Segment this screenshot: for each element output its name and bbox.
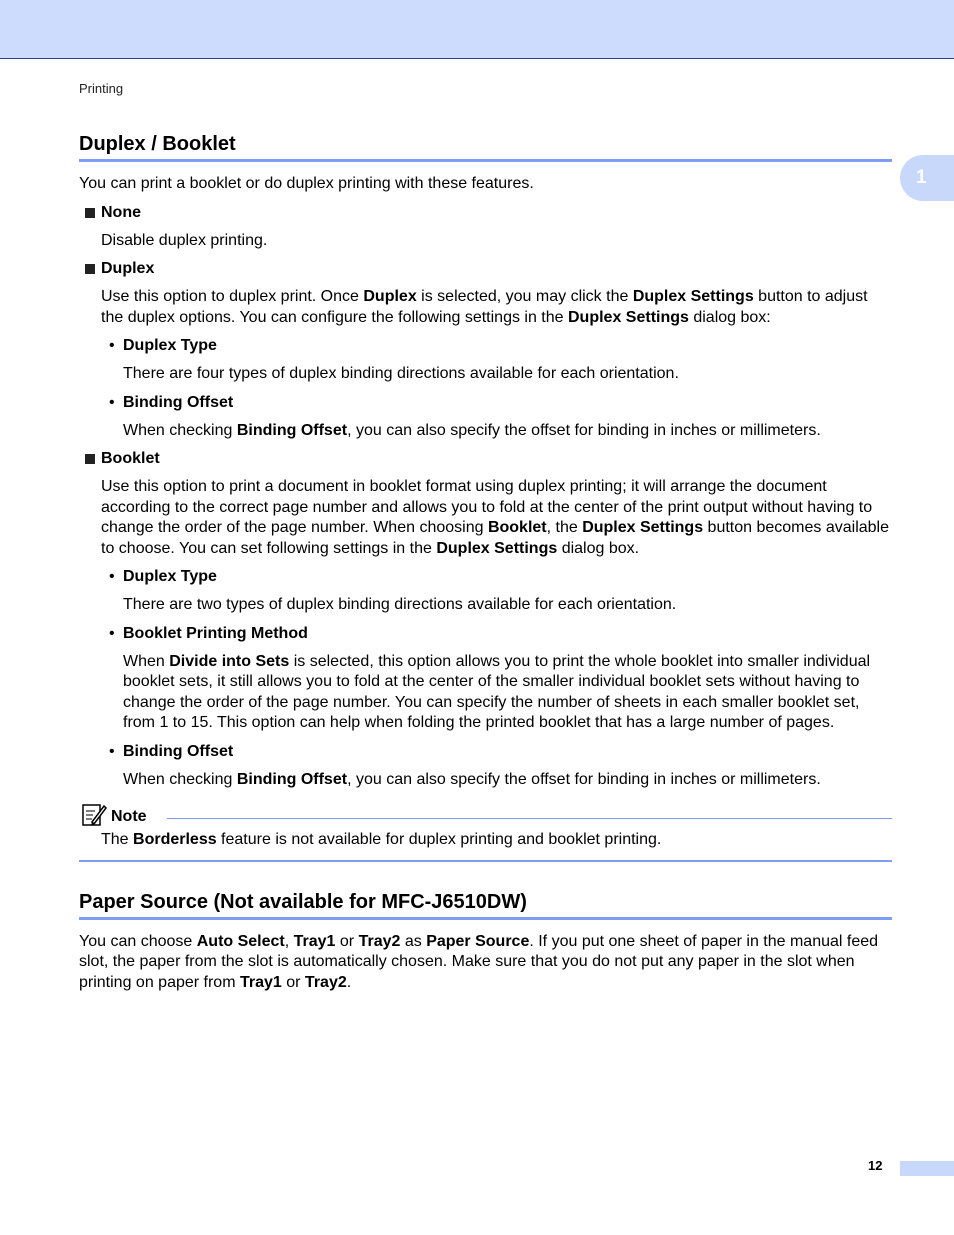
bullet-dot-icon: •: [109, 393, 115, 411]
intro-paragraph: You can print a booklet or do duplex printing with these features.: [79, 175, 534, 192]
binding-offset-description: When checking Binding Offset, you can also specify the offset for binding in inches or millimeters.: [123, 421, 821, 439]
item-label: Booklet: [101, 450, 160, 467]
bullet-dot-icon: •: [109, 624, 115, 642]
item-booklet: [79, 449, 892, 469]
note-box: [79, 802, 892, 862]
top-header-band: [0, 0, 954, 59]
subitem-binding-offset: • Binding Offset: [109, 393, 234, 411]
page-content: [79, 133, 892, 993]
page-number-tab: [900, 1161, 954, 1176]
subitem-booklet-duplex-type: • Duplex Type: [109, 568, 217, 585]
bullet-dot-icon: •: [109, 568, 115, 585]
duplex-description: Use this option to duplex print. Once Duplex is selected, you may click the Duplex Settings button to adjust the duplex options. You can configure the following settings in the Duplex Settings dialog box:: [101, 288, 868, 326]
item-none: [79, 203, 892, 223]
section-title-paper-source: Paper Source (Not available for MFC-J6510DW): [79, 891, 892, 920]
booklet-duplex-type-description: There are two types of duplex binding directions available for each orientation.: [123, 596, 677, 613]
bullet-dot-icon: •: [109, 337, 115, 354]
note-label: Note: [111, 808, 147, 825]
chapter-number: 1: [916, 167, 927, 188]
note-rule: [167, 818, 892, 819]
item-label: None: [101, 203, 141, 221]
subitem-booklet-binding-offset: • Binding Offset: [109, 742, 234, 760]
note-text: The Borderless feature is not available for duplex printing and booklet printing.: [101, 831, 662, 848]
booklet-method-description: When Divide into Sets is selected, this option allows you to print the whole booklet into smaller individual booklet sets, it still allows you to fold at the center of the smaller individual booklet sets without having to change the order of the page number. You can specify the number of sheets in each smaller booklet set, from 1 to 15. This option can help when folding the printed booklet that has a large number of pages.: [123, 652, 871, 731]
bullet-dot-icon: •: [109, 742, 115, 760]
paper-source-paragraph: You can choose Auto Select, Tray1 or Tray2 as Paper Source. If you put one sheet of paper in the manual feed slot, the paper from the slot is automatically chosen. Make sure that you do not put any paper in the slot when printing on paper from Tray1 or Tray2.: [79, 932, 879, 991]
chapter-tab: [900, 155, 954, 201]
square-bullet-icon: [85, 208, 95, 218]
item-duplex: [79, 259, 892, 279]
booklet-binding-offset-description: When checking Binding Offset, you can also specify the offset for binding in inches or millimeters.: [123, 770, 821, 788]
page-number: 12: [868, 1158, 883, 1173]
duplex-type-description: There are four types of duplex binding directions available for each orientation.: [123, 365, 679, 382]
booklet-description: Use this option to print a document in booklet format using duplex printing; it will arrange the document according to the correct page number and allows you to fold at the center of the print output without having to change the order of the page number. When choosing Booklet, the Duplex Settings button becomes available to choose. You can set following settings in the Duplex Settings dialog box.: [101, 478, 889, 557]
none-description: Disable duplex printing.: [101, 231, 268, 249]
subitem-duplex-type: • Duplex Type: [109, 337, 217, 354]
item-label: Duplex: [101, 260, 155, 277]
section-title-duplex-booklet: Duplex / Booklet: [79, 133, 892, 162]
running-head: Printing: [79, 81, 124, 96]
subitem-booklet-printing-method: • Booklet Printing Method: [109, 624, 308, 642]
square-bullet-icon: [85, 264, 95, 274]
note-pencil-icon: [81, 802, 107, 828]
square-bullet-icon: [85, 454, 95, 464]
note-header: [79, 802, 892, 828]
